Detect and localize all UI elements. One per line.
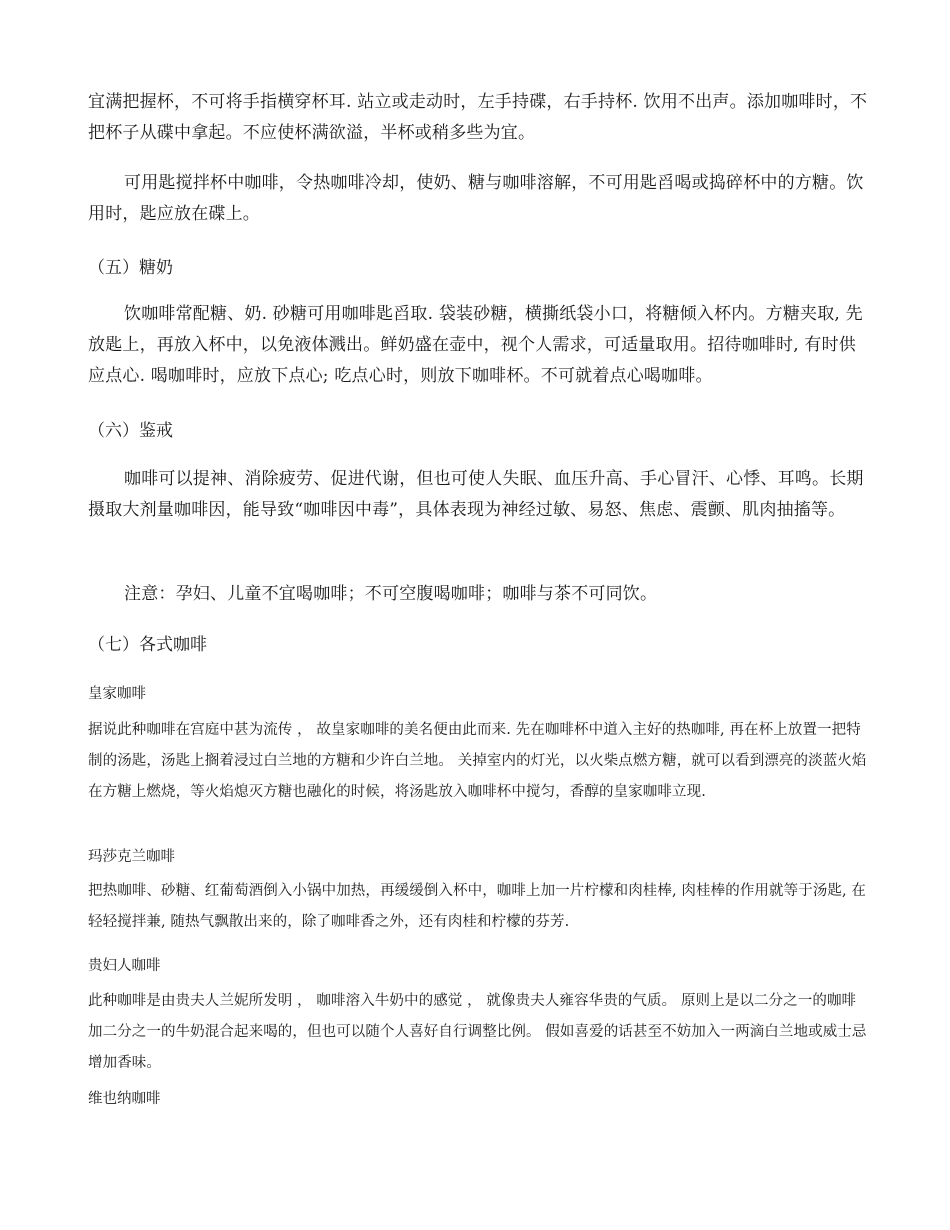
paragraph-royal-coffee: 据说此种咖啡在宫庭中甚为流传 ， 故皇家咖啡的美名便由此而来. 先在咖啡杯中道入主好的热咖啡, 再在杯上放置一把特制的汤匙，汤匙上搁着浸过白兰地的方糖和少许白兰地。 关掉室内的灯光，以火柴点燃方糖，就可以看到漂亮的淡蓝火焰在方糖上燃烧，等火焰熄灭方糖也融化的时候，将汤匙放入咖啡杯中搅匀，香醇的皇家咖啡立现.	[88, 722, 867, 800]
paragraph-spoon-usage: 可用匙搅拌杯中咖啡，令热咖啡冷却，使奶、糖与咖啡溶解，不可用匙舀喝或捣碎杯中的方糖。饮用时，匙应放在碟上。	[88, 173, 864, 224]
section-heading-sugar-milk: （五）糖奶	[88, 258, 173, 278]
paragraph-cup-etiquette: 宜满把握杯，不可将手指横穿杯耳. 站立或走动时，左手持碟，右手持杯. 饮用不出声。添加咖啡时，不把杯子从碟中拿起。不应使杯满欲溢，半杯或稍多些为宜。	[88, 92, 868, 143]
subheading-lady-coffee: 贵妇人咖啡	[88, 958, 161, 974]
paragraph-lady-coffee: 此种咖啡是由贵夫人兰妮所发明 ， 咖啡溶入牛奶中的感觉 ， 就像贵夫人雍容华贵的气质。 原则上是以二分之一的咖啡加二分之一的牛奶混合起来喝的，但也可以随个人喜好自行调整比例。 假如喜爱的话甚至不妨加入一两滴白兰地或威士忌增加香味。	[88, 993, 867, 1071]
paragraph-cautions: 咖啡可以提神、消除疲劳、促进代谢，但也可使人失眠、血压升高、手心冒汗、心悸、耳鸣。长期摄取大剂量咖啡因，能导致“咖啡因中毒”，具体表现为神经过敏、易怒、焦虑、震颤、肌肉抽搐等。	[88, 469, 864, 520]
subheading-vienna-coffee: 维也纳咖啡	[88, 1091, 161, 1107]
paragraph-sugar-milk: 饮咖啡常配糖、奶. 砂糖可用咖啡匙舀取. 袋装砂糖，横撕纸袋小口，将糖倾入杯内。方糖夹取, 先放匙上，再放入杯中，以免液体溅出。鲜奶盛在壶中，视个人需求，可适量取用。招待咖啡时, 有时供应点心. 喝咖啡时，应放下点心; 吃点心时，则放下咖啡杯。不可就着点心喝咖啡。	[88, 304, 863, 386]
paragraph-mazagran-coffee: 把热咖啡、砂糖、红葡萄酒倒入小锅中加热，再缓缓倒入杯中，咖啡上加一片柠檬和肉桂棒, 肉桂棒的作用就等于汤匙, 在轻轻搅拌兼, 随热气飘散出来的，除了咖啡香之外，还有肉桂和柠檬的芬芳.	[88, 883, 867, 930]
paragraph-notice: 注意：孕妇、儿童不宜喝咖啡；不可空腹喝咖啡；咖啡与茶不可同饮。	[124, 584, 658, 604]
section-heading-coffee-types: （七）各式咖啡	[88, 635, 207, 655]
section-heading-cautions: （六）鉴戒	[88, 421, 173, 441]
subheading-mazagran-coffee: 玛莎克兰咖啡	[88, 849, 175, 865]
subheading-royal-coffee: 皇家咖啡	[88, 686, 146, 702]
